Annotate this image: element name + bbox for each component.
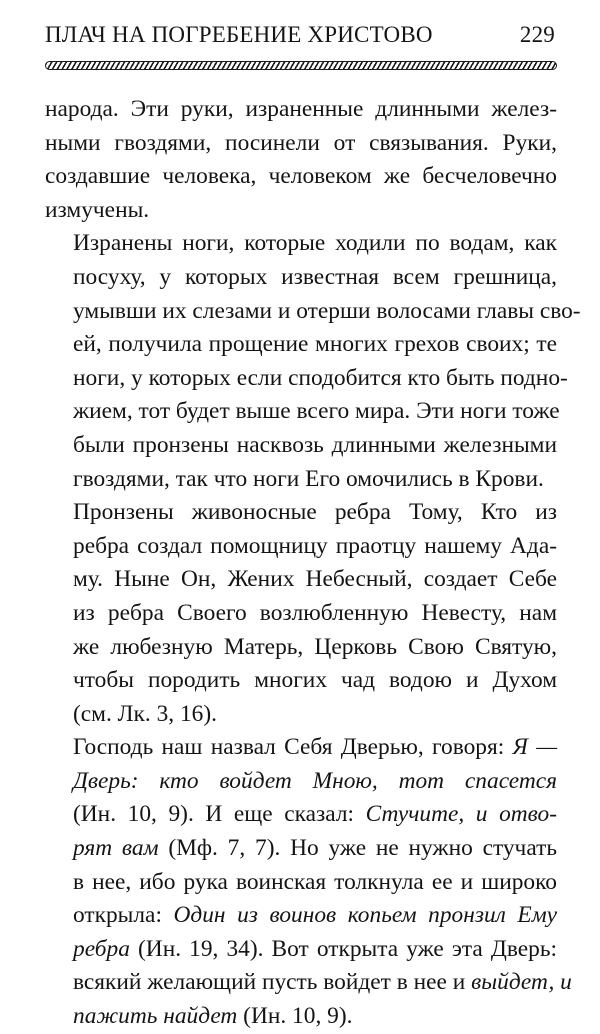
text-run: умывши их слезами и отерши волосами главы сво- xyxy=(73,297,581,324)
text-run: (Мф. 7, 7). Но уже не нужно стучать xyxy=(158,835,557,862)
paragraph xyxy=(45,496,557,731)
paragraph xyxy=(45,731,572,1033)
text-run: Господь наш назвал Себя Дверью, говоря: xyxy=(73,734,513,761)
text-line xyxy=(45,664,557,698)
text-line xyxy=(45,362,568,396)
text-run: жием, тот будет выше всего мира. Эти ноги тоже xyxy=(73,398,560,425)
text-line xyxy=(45,597,557,631)
text-run: народа. Эти руки, израненные длинными желез- xyxy=(45,96,557,122)
paragraph xyxy=(45,227,581,496)
text-line xyxy=(45,765,557,799)
text-run: гвоздями, так что ноги Его омочились в Крови. xyxy=(73,465,544,492)
running-head xyxy=(45,22,557,52)
text-run: были пронзены насквозь длинными железными xyxy=(73,431,557,458)
rope-divider-rule xyxy=(45,61,557,70)
text-line xyxy=(45,328,557,362)
text-run: ными гвоздями, посинели от связывания. Руки, xyxy=(45,129,557,156)
text-run: (Ин. 10, 9). xyxy=(237,1003,353,1030)
text-line xyxy=(45,93,557,127)
text-line xyxy=(45,832,557,866)
text-run: Пронзены живоносные ребра Тому, Кто из xyxy=(73,499,557,526)
text-run: измучены. xyxy=(45,196,150,223)
text-run: ноги, у которых если сподобится кто быть подно- xyxy=(73,364,568,391)
italic-quote: Один из воинов копьем пронзил Ему xyxy=(173,902,557,929)
text-line xyxy=(45,463,557,497)
text-run: создавшие человека, человеком же бесчеловечно xyxy=(45,163,557,190)
running-head-title: ПЛАЧ НА ПОГРЕБЕНИЕ ХРИСТОВО xyxy=(45,22,433,47)
italic-quote: ребра xyxy=(73,935,130,962)
italic-quote: пажить найдет xyxy=(73,1003,238,1030)
text-line xyxy=(45,731,557,765)
text-line xyxy=(45,798,557,832)
text-run: му. Ныне Он, Жених Небесный, создает Себе xyxy=(73,566,557,593)
italic-quote: выйдет, и xyxy=(471,969,572,996)
text-line xyxy=(45,160,557,194)
text-run: Изранены ноги, которые ходили по водам, как xyxy=(73,230,557,257)
italic-quote: Дверь: кто войдет Мною, тот спасется xyxy=(73,767,557,794)
text-line xyxy=(45,261,557,295)
italic-quote: Стучите, и отво- xyxy=(365,801,557,828)
text-line xyxy=(45,698,557,732)
text-run: чтобы породить многих чад водою и Духом xyxy=(73,667,557,694)
text-run: (см. Лк. 3, 16). xyxy=(73,700,218,727)
text-line xyxy=(45,127,557,161)
text-run: открыла: xyxy=(73,902,174,929)
italic-quote: Я — xyxy=(512,734,557,761)
text-line xyxy=(45,429,557,463)
text-run: ребра создал помощницу праотцу нашему Ада- xyxy=(73,532,557,559)
text-line xyxy=(45,194,557,228)
text-line xyxy=(45,395,560,429)
text-line xyxy=(45,563,557,597)
paragraph xyxy=(45,93,557,227)
text-run: из ребра Своего возлюбленную Невесту, нам xyxy=(73,599,557,626)
text-line xyxy=(45,295,581,329)
text-line xyxy=(45,227,557,261)
italic-quote: рят вам xyxy=(73,835,159,862)
text-line xyxy=(45,631,557,665)
text-run: (Ин. 19, 34). Вот открыта уже эта Дверь: xyxy=(129,935,557,962)
text-line xyxy=(45,530,557,564)
text-run: посуху, у которых известная всем грешница, xyxy=(73,263,557,290)
page-number: 229 xyxy=(519,22,555,47)
text-run: всякий желающий пусть войдет в нее и xyxy=(73,969,472,996)
text-run: (Ин. 10, 9). И еще сказал: xyxy=(73,801,366,828)
text-line xyxy=(45,899,557,933)
text-run: ей, получила прощение многих грехов своих; те xyxy=(73,331,557,358)
text-line xyxy=(45,496,557,530)
text-line xyxy=(45,933,557,967)
text-line xyxy=(45,1000,557,1034)
text-run: же любезную Матерь, Церковь Свою Святую, xyxy=(73,633,557,660)
text-line xyxy=(45,866,557,900)
text-run: в нее, ибо рука воинская толкнула ее и широко xyxy=(73,868,557,895)
body-text xyxy=(45,93,581,1034)
text-line xyxy=(45,966,572,1000)
